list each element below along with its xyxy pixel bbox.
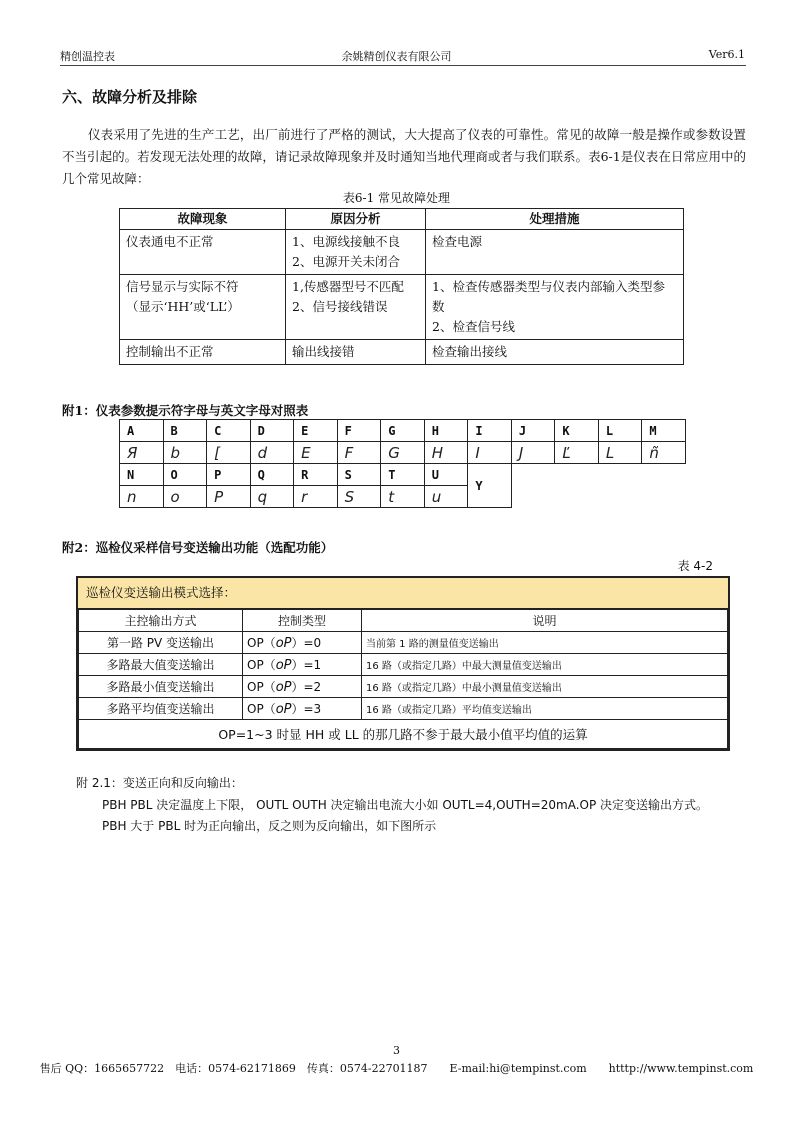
control-type-cell — [243, 698, 362, 720]
table-row — [79, 698, 728, 720]
cause-line: 1,传感器型号不匹配 — [292, 279, 404, 294]
op-display-glyph: oP — [275, 658, 292, 673]
glyph-cell: o — [163, 486, 207, 508]
glyph-cell: E — [294, 442, 338, 464]
control-prefix: OP（ — [247, 702, 276, 716]
action-cell — [426, 340, 684, 365]
header-left: 精创温控表 — [60, 50, 115, 63]
letter-cell: Y — [468, 464, 511, 508]
letter-cell: S — [337, 464, 381, 486]
mode-table — [78, 609, 728, 749]
cause-line: 输出线接错 — [292, 344, 355, 359]
glyph-cell: G — [381, 442, 425, 464]
glyph-cell: P — [207, 486, 251, 508]
op-display-glyph: oP — [275, 636, 292, 651]
table-row — [120, 340, 684, 365]
letter-cell: C — [207, 420, 251, 442]
control-suffix: ）=3 — [291, 702, 322, 716]
letter-cell: A — [120, 420, 164, 442]
letter-row — [120, 464, 686, 486]
glyph-cell: r — [294, 486, 338, 508]
table-footer-row — [79, 720, 728, 749]
letter-cell: R — [294, 464, 338, 486]
symptom-cell — [120, 275, 286, 340]
table-row — [79, 654, 728, 676]
header-cell: 处理措施 — [426, 209, 684, 230]
description-cell: 16 路（或指定几路）中最小测量值变送输出 — [362, 676, 728, 698]
mode-cell: 多路最大值变送输出 — [79, 654, 243, 676]
glyph-cell: d — [250, 442, 294, 464]
action-line: 检查电源 — [432, 234, 483, 249]
mode-cell: 多路最小值变送输出 — [79, 676, 243, 698]
control-type-cell — [243, 632, 362, 654]
header-center: 余姚精创仪表有限公司 — [341, 50, 452, 63]
letter-cell: H — [424, 420, 468, 442]
symptom-line: 信号显示与实际不符 — [126, 279, 239, 294]
action-line: 1、检查传感器类型与仪表内部输入类型参数 — [432, 279, 665, 314]
glyph-cell: t — [381, 486, 425, 508]
symptom-cell — [120, 230, 286, 275]
glyph-cell: J — [511, 442, 554, 464]
control-suffix: ）=2 — [291, 680, 322, 694]
letter-cell: K — [555, 420, 599, 442]
glyph-cell: I — [468, 442, 511, 464]
letter-cell: T — [381, 464, 425, 486]
table-row — [79, 676, 728, 698]
glyph-cell: S — [337, 486, 381, 508]
letter-cell: B — [163, 420, 207, 442]
cause-line: 2、信号接线错误 — [292, 299, 388, 314]
glyph-cell: H — [424, 442, 468, 464]
table-row — [79, 632, 728, 654]
action-line: 检查输出接线 — [432, 344, 508, 359]
glyph-cell: L — [598, 442, 642, 464]
appendix21-title: 附 2.1：变送正向和反向输出： — [76, 776, 243, 790]
letter-cell: G — [381, 420, 425, 442]
action-line: 2、检查信号线 — [432, 319, 515, 334]
letter-cell: I — [468, 420, 511, 442]
control-suffix: ）=1 — [291, 658, 322, 672]
glyph-cell: Ľ — [555, 442, 599, 464]
letter-cell: Q — [250, 464, 294, 486]
alphabet-table — [119, 419, 686, 508]
description-cell: 当前第 1 路的测量值变送输出 — [362, 632, 728, 654]
letter-cell: U — [424, 464, 468, 486]
glyph-cell: ñ — [642, 442, 686, 464]
table-caption: 表6-1 常见故障处理 — [342, 191, 451, 205]
appendix21-line2: PBH 大于 PBL 时为正向输出，反之则为反向输出，如下图所示 — [102, 819, 437, 833]
footer-contact: 售后 QQ：1665657722 电话：0574-62171869 传真：0574-22701187 E-mail:hi@tempinst.com htttp://www.tempinst.com — [39, 1062, 754, 1075]
cause-line: 1、电源线接触不良 — [292, 234, 400, 249]
description-cell: 16 路（或指定几路）中最大测量值变送输出 — [362, 654, 728, 676]
page-number: 3 — [393, 1044, 400, 1057]
glyph-cell: b — [163, 442, 207, 464]
glyph-cell: n — [120, 486, 164, 508]
appendix2-title: 附2：巡检仪采样信号变送输出功能（选配功能） — [62, 540, 334, 555]
letter-row — [120, 420, 686, 442]
header-cell: 控制类型 — [243, 610, 362, 632]
symptom-line: 控制输出不正常 — [126, 344, 214, 359]
glyph-row — [120, 486, 686, 508]
control-type-cell — [243, 654, 362, 676]
letter-cell: J — [511, 420, 554, 442]
letter-cell: O — [163, 464, 207, 486]
glyph-cell: u — [424, 486, 468, 508]
header-cell: 故障现象 — [120, 209, 286, 230]
letter-cell: M — [642, 420, 686, 442]
cause-line: 2、电源开关未闭合 — [292, 254, 400, 269]
header-cell: 说明 — [362, 610, 728, 632]
cause-cell — [286, 230, 426, 275]
control-suffix: ）=0 — [291, 636, 322, 650]
header-cell: 主控输出方式 — [79, 610, 243, 632]
table-header-row — [79, 610, 728, 632]
appendix21-line1: PBH PBL 决定温度上下限， OUTL OUTH 决定输出电流大小如 OUTL=4,OUTH=20mA.OP 决定变送输出方式。 — [102, 798, 709, 812]
table-header-row — [120, 209, 684, 230]
intro-paragraph: 仪表采用了先进的生产工艺，出厂前进行了严格的测试，大大提高了仪表的可靠性。常见的故障一般是操作或参数设置不当引起的。若发现无法处理的故障，请记录故障现象并及时通知当地代理商或者与我们联系。表6-1是仪表在日常应用中的几个常见故障： — [62, 127, 746, 186]
fault-table — [119, 208, 684, 365]
cause-cell — [286, 340, 426, 365]
cause-cell — [286, 275, 426, 340]
description-cell: 16 路（或指定几路）平均值变送输出 — [362, 698, 728, 720]
op-display-glyph: oP — [275, 702, 292, 717]
appendix1-title: 附1：仪表参数提示符字母与英文字母对照表 — [62, 403, 309, 418]
glyph-cell: F — [337, 442, 381, 464]
glyph-cell: Я — [120, 442, 164, 464]
footer-note: OP=1~3 时显 HH 或 LL 的那几路不参于最大最小值平均值的运算 — [79, 720, 728, 749]
control-prefix: OP（ — [247, 680, 276, 694]
mode-select-box — [76, 576, 730, 751]
glyph-row — [120, 442, 686, 464]
control-prefix: OP（ — [247, 658, 276, 672]
symptom-cell — [120, 340, 286, 365]
letter-cell: L — [598, 420, 642, 442]
mode-box-title: 巡检仪变送输出模式选择： — [78, 578, 728, 609]
symptom-line: （显示‘HH’或‘LL’） — [126, 299, 240, 314]
letter-cell: P — [207, 464, 251, 486]
control-prefix: OP（ — [247, 636, 276, 650]
mode-cell: 多路平均值变送输出 — [79, 698, 243, 720]
letter-cell: F — [337, 420, 381, 442]
letter-cell: N — [120, 464, 164, 486]
header-rule — [60, 65, 746, 66]
section-title: 六、故障分析及排除 — [62, 88, 198, 106]
op-display-glyph: oP — [275, 680, 292, 695]
control-type-cell — [243, 676, 362, 698]
action-cell — [426, 275, 684, 340]
letter-cell: E — [294, 420, 338, 442]
table-label: 表 4-2 — [677, 559, 713, 573]
symptom-line: 仪表通电不正常 — [126, 234, 214, 249]
letter-cell: D — [250, 420, 294, 442]
mode-cell: 第一路 PV 变送输出 — [79, 632, 243, 654]
header-right: Ver6.1 — [708, 48, 745, 61]
header-cell: 原因分析 — [286, 209, 426, 230]
table-row — [120, 230, 684, 275]
table-row — [120, 275, 684, 340]
glyph-cell: q — [250, 486, 294, 508]
glyph-cell: [ — [207, 442, 251, 464]
action-cell — [426, 230, 684, 275]
